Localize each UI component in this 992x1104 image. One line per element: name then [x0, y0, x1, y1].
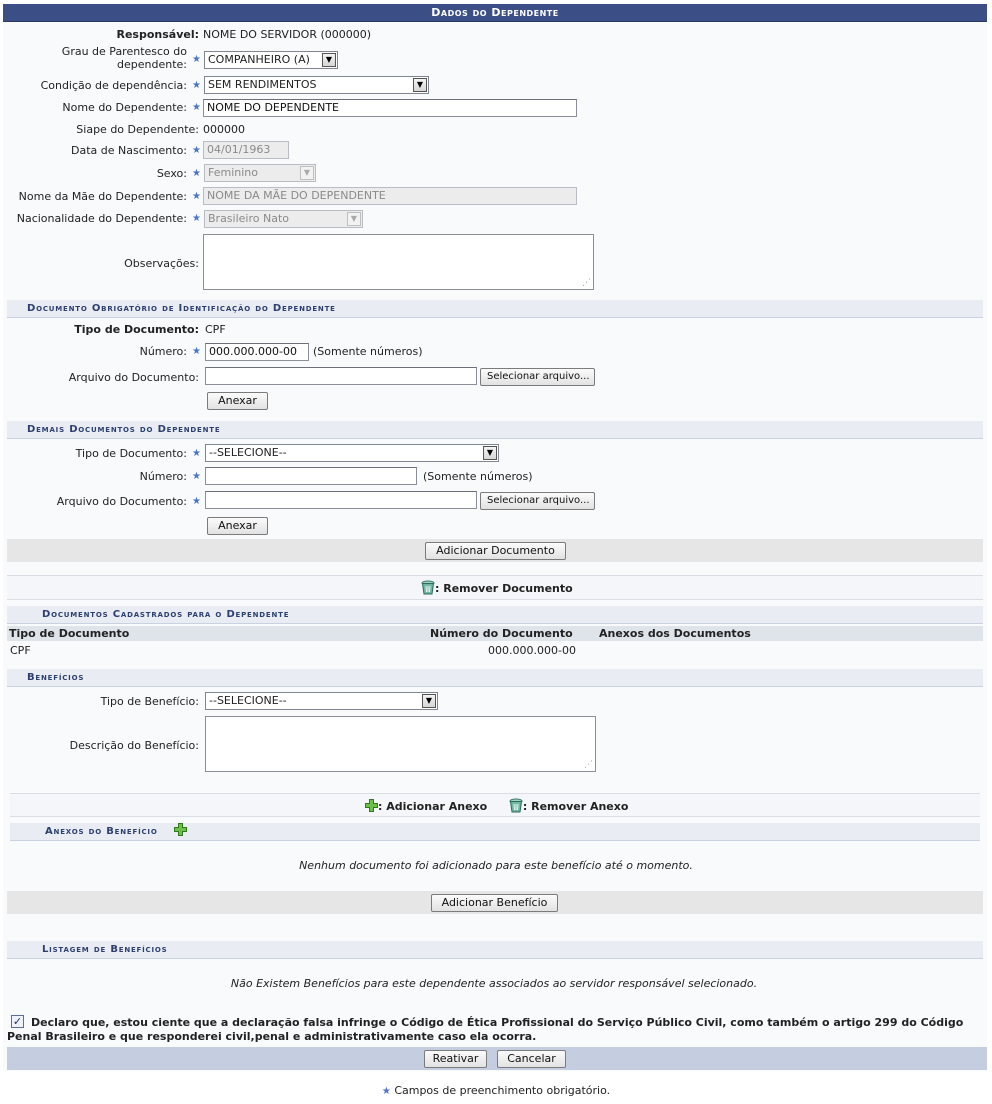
cancelar-button[interactable]: Cancelar [497, 1050, 566, 1068]
required-star-icon: ★ [192, 145, 201, 156]
nacionalidade-selected: Brasileiro Nato [208, 212, 289, 225]
demais-arquivo-input[interactable] [205, 491, 477, 509]
col-numero-documento: Número do Documento [430, 627, 573, 640]
listagem-empty-message: Não Existem Benefícios para este dependente associados ao servidor responsável selecionado. [230, 977, 758, 990]
section-beneficios: Benefícios [7, 669, 983, 687]
demais-numero-label: Número: [139, 470, 187, 483]
grau-select[interactable] [204, 51, 338, 69]
sexo-label: Sexo: [156, 167, 187, 180]
section-listagem-beneficios: Listagem de Benefícios [7, 941, 983, 959]
legend-remover-documento [421, 580, 573, 596]
beneficio-tipo-label: Tipo de Benefício: [100, 695, 199, 708]
beneficio-tipo-selected: --SELECIONE-- [209, 694, 287, 707]
demais-anexar-button[interactable]: Anexar [207, 517, 268, 535]
sexo-select [204, 164, 316, 182]
mae-input: NOME DA MÃE DO DEPENDENTE [203, 187, 577, 205]
doc-arquivo-label: Arquivo do Documento: [68, 371, 199, 384]
beneficio-descricao-label: Descrição do Benefício: [69, 739, 199, 752]
anexos-beneficio-title: Anexos do Benefício [45, 826, 158, 837]
mae-label: Nome da Mãe do Dependente: [18, 190, 187, 203]
nome-input[interactable]: NOME DO DEPENDENTE [203, 99, 577, 117]
observacoes-label: Observações: [124, 257, 199, 270]
doc-selecionar-arquivo-button[interactable]: Selecionar arquivo... [480, 368, 595, 386]
section-demais-docs: Demais Documentos do Dependente [7, 421, 983, 439]
page-title: Dados do Dependente [3, 4, 987, 22]
nascimento-label: Data de Nascimento: [70, 144, 187, 157]
footer-note [0, 1084, 992, 1098]
declaracao-text: Declaro que, estou ciente que a declaração falsa infringe o Código de Ética Profissional do Serviço Público Civil, como também o artigo 299 do Código Penal Brasileiro e que responderei civil,penal e administrativamente caso ela ocorra. [7, 1016, 964, 1043]
demais-selecionar-arquivo-button[interactable]: Selecionar arquivo... [480, 492, 595, 510]
adicionar-beneficio-button[interactable]: Adicionar Benefício [431, 894, 558, 912]
beneficio-tipo-select[interactable] [205, 692, 438, 710]
sexo-selected: Feminino [208, 166, 258, 179]
footer-note-text: Campos de preenchimento obrigatório. [394, 1084, 611, 1097]
section-doc-obrigatorio: Documento Obrigatório de Identificação do Dependente [7, 300, 983, 318]
demais-tipo-select[interactable] [205, 444, 499, 462]
required-star-icon: ★ [192, 80, 201, 91]
legend-remover-documento-text: : Remover Documento [435, 582, 573, 595]
row-numero: 000.000.000-00 [488, 644, 576, 657]
doc-tipo-value: CPF [205, 323, 226, 336]
required-star-icon: ★ [192, 102, 201, 113]
nacionalidade-label: Nacionalidade do Dependente: [16, 212, 187, 225]
resize-grip-icon: ⋰ [582, 278, 591, 288]
legend-anexos [365, 798, 628, 814]
demais-tipo-selected: --SELECIONE-- [209, 446, 287, 459]
required-star-icon: ★ [192, 471, 201, 482]
demais-numero-hint: (Somente números) [423, 470, 533, 483]
grau-label: Grau de Parentesco do dependente: [61, 45, 187, 71]
nome-label: Nome do Dependente: [62, 101, 187, 114]
trash-icon [509, 798, 523, 813]
doc-numero-hint: (Somente números) [313, 345, 423, 358]
condicao-label: Condição de dependência: [40, 79, 187, 92]
doc-tipo-label: Tipo de Documento: [74, 323, 199, 336]
row-tipo: CPF [10, 644, 31, 657]
col-anexos-documentos: Anexos dos Documentos [599, 627, 751, 640]
resize-grip-icon: ⋰ [584, 760, 593, 770]
chevron-down-icon: ▼ [300, 166, 314, 180]
nascimento-input: 04/01/1963 [203, 141, 289, 159]
doc-numero-input[interactable]: 000.000.000-00 [205, 343, 309, 361]
required-star-icon: ★ [192, 448, 201, 459]
chevron-down-icon: ▼ [483, 446, 497, 460]
table-row [7, 642, 983, 660]
condicao-select[interactable] [204, 76, 429, 94]
grau-selected: COMPANHEIRO (A) [208, 53, 310, 66]
demais-arquivo-label: Arquivo do Documento: [56, 495, 187, 508]
responsavel-value: NOME DO SERVIDOR (000000) [203, 28, 372, 41]
trash-icon [421, 580, 435, 595]
legend-adicionar-anexo-text: : Adicionar Anexo [378, 800, 488, 813]
responsavel-label: Responsável: [116, 28, 199, 41]
section-anexos-beneficio [10, 823, 980, 841]
chevron-down-icon: ▼ [422, 694, 436, 708]
siape-value: 000000 [203, 123, 245, 136]
required-star-icon: ★ [192, 213, 201, 224]
nacionalidade-select [204, 210, 363, 228]
demais-numero-input[interactable] [205, 467, 417, 485]
anexos-empty-message: Nenhum documento foi adicionado para este benefício até o momento. [299, 859, 693, 872]
section-docs-cadastrados: Documentos Cadastrados para o Dependente [7, 606, 983, 624]
chevron-down-icon: ▼ [322, 53, 336, 67]
doc-numero-label: Número: [139, 345, 187, 358]
condicao-selected: SEM RENDIMENTOS [208, 78, 317, 91]
doc-arquivo-input[interactable] [205, 367, 477, 385]
chevron-down-icon: ▼ [413, 78, 427, 92]
adicionar-documento-button[interactable]: Adicionar Documento [425, 542, 566, 560]
chevron-down-icon: ▼ [347, 212, 361, 226]
required-star-icon: ★ [192, 168, 201, 179]
reativar-button[interactable]: Reativar [424, 1050, 487, 1068]
required-star-icon: ★ [192, 54, 201, 65]
add-anexo-icon[interactable] [174, 823, 187, 836]
legend-remover-anexo-text: : Remover Anexo [522, 800, 629, 813]
required-star-icon: ★ [192, 496, 201, 507]
required-star-icon: ★ [192, 191, 201, 202]
col-tipo-documento: Tipo de Documento [9, 627, 130, 640]
add-icon [365, 799, 378, 812]
demais-tipo-label: Tipo de Documento: [75, 447, 187, 460]
beneficio-descricao-textarea[interactable] [205, 716, 596, 772]
declaracao-checkbox[interactable]: ✓ [12, 1015, 23, 1028]
observacoes-textarea[interactable] [203, 234, 594, 290]
siape-label: Siape do Dependente: [76, 123, 199, 136]
required-star-icon: ★ [381, 1086, 391, 1097]
required-star-icon: ★ [192, 346, 201, 357]
doc-anexar-button[interactable]: Anexar [207, 392, 268, 410]
